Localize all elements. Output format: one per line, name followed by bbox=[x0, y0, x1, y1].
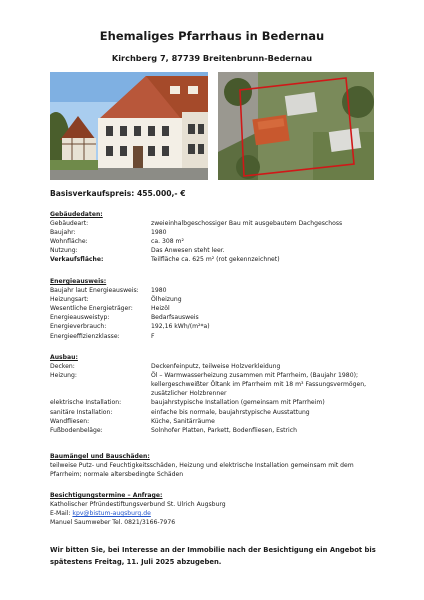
energy-row bbox=[50, 322, 380, 331]
email-line bbox=[50, 509, 380, 518]
closing-request: Wir bitten Sie, bei Interesse an der Immobilie nach der Besichtigung ein Angebot bis spätestens Freitag, 11. Juli 2025 abzugeben. bbox=[50, 546, 376, 566]
row-label: Gebäudeart: bbox=[50, 220, 89, 228]
sales-area-row bbox=[50, 255, 380, 264]
energy-certificate-section bbox=[50, 277, 380, 341]
defects-text-line: teilweise Putz- und Feuchtigkeitsschäden, Heizung und elektrische Installation gemeinsam mit dem bbox=[50, 462, 354, 470]
row-value: Bedarfsausweis bbox=[151, 314, 199, 322]
base-price: Basisverkaufspreis: 455.000,- € bbox=[50, 189, 186, 198]
year-built-row bbox=[50, 228, 380, 237]
row-value: Öl – Warmwasserheizung zusammen mit Pfarrheim, (Baujahr 1980); kellergeschweißter Öltank im Pfarrheim mit 18 m³ Fassungsvermögen, zusätzlicher Holzbrenner bbox=[151, 372, 367, 398]
row-value: Küche, Sanitärräume bbox=[151, 417, 215, 425]
row-label: Fußbodenbeläge: bbox=[50, 426, 103, 434]
row-value: 1980 bbox=[151, 229, 167, 237]
row-label: Verkaufsfläche: bbox=[50, 256, 104, 264]
contact-person: Manuel Saumweber Tel. 0821/3166-7976 bbox=[50, 519, 176, 527]
row-label: elektrische Installation: bbox=[50, 399, 122, 407]
defects-heading: Baumängel und Bauschäden: bbox=[50, 453, 150, 460]
row-label: Energieverbrauch: bbox=[50, 323, 107, 331]
fit-out-heading: Ausbau: bbox=[50, 354, 78, 361]
row-label: Decken: bbox=[50, 363, 75, 371]
row-label: Wesentliche Energieträger: bbox=[50, 305, 133, 313]
house-photo bbox=[50, 72, 208, 180]
row-label: sanitäre Installation: bbox=[50, 408, 113, 416]
living-area-row bbox=[50, 237, 380, 246]
viewing-section bbox=[50, 491, 380, 527]
row-label: Heizung: bbox=[50, 372, 77, 380]
row-label: Heizungsart: bbox=[50, 296, 89, 304]
building-type-row bbox=[50, 219, 380, 228]
row-value: baujahrstypische Installation (gemeinsam mit Pfarrheim) bbox=[151, 399, 325, 407]
fit-out-row bbox=[50, 408, 380, 417]
row-value: Heizöl bbox=[151, 305, 170, 313]
row-value: Deckenfeinputz, teilweise Holzverkleidung bbox=[151, 363, 281, 371]
organization: Katholischer Pfründestiftungsverbund St. Ulrich Augsburg bbox=[50, 501, 226, 509]
row-value: 192,16 kWh/(m²*a) bbox=[151, 323, 210, 331]
defects-section bbox=[50, 452, 380, 479]
building-data-heading: Gebäudedaten: bbox=[50, 211, 103, 218]
energy-row bbox=[50, 313, 380, 322]
energy-row bbox=[50, 295, 380, 304]
row-label: Energieausweistyp: bbox=[50, 314, 110, 322]
row-label: Baujahr: bbox=[50, 229, 76, 237]
usage-row bbox=[50, 246, 380, 255]
row-value: Teilfläche ca. 625 m² (rot gekennzeichnet) bbox=[151, 256, 280, 264]
energy-row bbox=[50, 304, 380, 313]
fit-out-row bbox=[50, 417, 380, 426]
fit-out-section bbox=[50, 353, 380, 435]
energy-row bbox=[50, 332, 380, 341]
viewing-heading: Besichtigungstermine – Anfrage: bbox=[50, 492, 163, 499]
row-value: Das Anwesen steht leer. bbox=[151, 247, 225, 255]
row-value: ca. 308 m² bbox=[151, 238, 184, 246]
aerial-photo bbox=[218, 72, 374, 180]
fit-out-row bbox=[50, 362, 380, 371]
energy-heading: Energieausweis: bbox=[50, 278, 107, 285]
row-label: Wandfliesen: bbox=[50, 417, 90, 425]
defects-text-line: Pfarrheim; normale altersbedingte Schäden bbox=[50, 471, 184, 479]
row-value: Ölheizung bbox=[151, 296, 182, 304]
row-value: Solnhofer Platten, Parkett, Bodenfliesen, Estrich bbox=[151, 426, 297, 434]
email-link[interactable]: kpv@bistum-augsburg.de bbox=[72, 510, 151, 518]
row-value: F bbox=[151, 332, 155, 340]
fit-out-row bbox=[50, 371, 380, 398]
row-value: 1980 bbox=[151, 287, 167, 295]
energy-row bbox=[50, 286, 380, 295]
row-label: Wohnfläche: bbox=[50, 238, 88, 246]
address: Kirchberg 7, 87739 Breitenbrunn-Bedernau bbox=[111, 53, 313, 63]
email-label: E-Mail: bbox=[50, 510, 73, 518]
row-label: Baujahr laut Energieausweis: bbox=[50, 287, 139, 295]
building-data-section bbox=[50, 210, 380, 265]
fit-out-row bbox=[50, 426, 380, 435]
page-title: Ehemaliges Pfarrhaus in Bedernau bbox=[99, 29, 325, 43]
row-label: Nutzung: bbox=[50, 247, 78, 255]
row-value: zweieinhalbgeschossiger Bau mit ausgebautem Dachgeschoss bbox=[151, 220, 343, 228]
fit-out-row bbox=[50, 398, 380, 407]
row-label: Energieeffizienzklasse: bbox=[50, 332, 120, 340]
row-value: einfache bis normale, baujahrstypische Ausstattung bbox=[151, 408, 310, 416]
